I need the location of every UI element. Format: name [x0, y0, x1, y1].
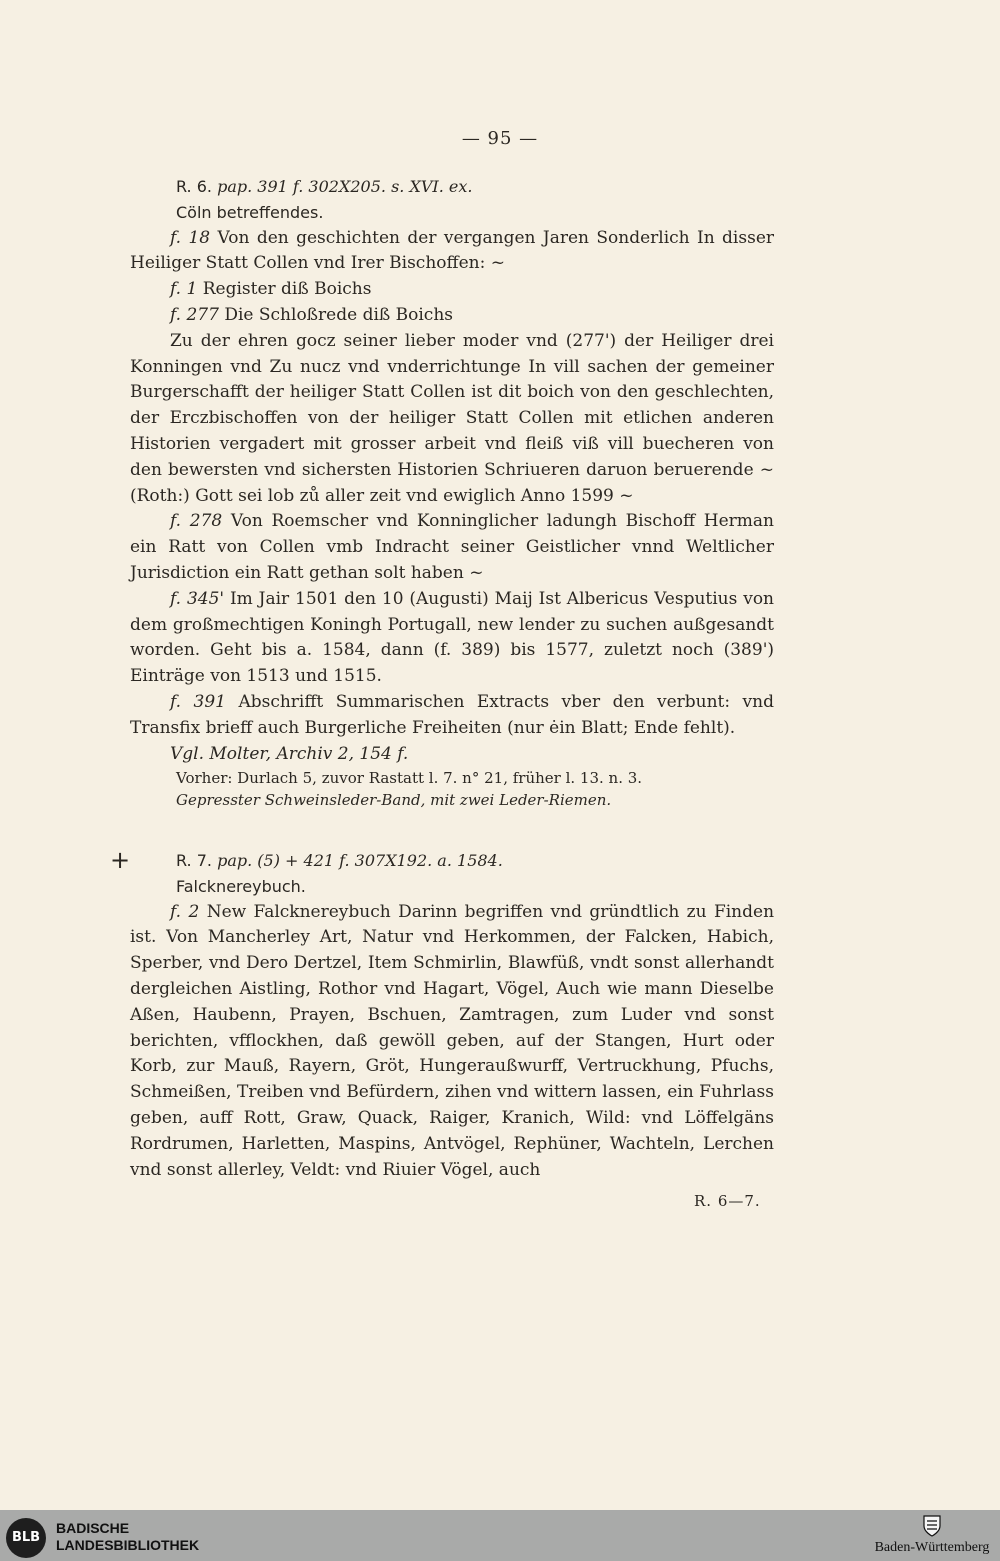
margin-plus-mark: +: [110, 846, 131, 874]
entry-description: pap. 391 f. 302X205. s. XVI. ex.: [217, 177, 473, 196]
paragraph: f. 1 Register diß Boichs: [170, 279, 372, 300]
paragraph: Zu der ehren gocz seiner lieber moder vnd (277') der Heiliger drei Konningen vnd Zu nucz vnd vnderrichtunge In vill sachen der gemeiner Burgerschafft der heiliger Statt Collen ist dit boich von den geschlechten, der Erczbischoffen von der heiliger Statt Collen mit etlichen anderen Historien vergadert mit grosser arbeit vnd fleiß viß vill buecheren von den bewersten vnd sichersten Historien Schriueren daruon beruerende ~ (Roth:) Gott sei lob zů aller zeit vnd ewiglich Anno 1599 ~: [130, 330, 774, 506]
signature-mark: R. 6—7.: [694, 1192, 761, 1210]
folio-label: f. 391: [170, 691, 226, 712]
page-number: — 95 —: [461, 128, 539, 149]
library-footer: [0, 1510, 1000, 1561]
paragraph: f. 345' Im Jair 1501 den 10 (Augusti) Maij Ist Albericus Vesputius von dem großmechtigen Koningh Portugall, new lender zu suchen außgesandt worden. Geht bis a. 1584, dann (f. 389) bis 1577, zuletzt noch (389') Einträge von 1513 und 1515.: [130, 588, 775, 687]
entry-header: [130, 174, 774, 200]
state-name: Baden-Württemberg: [874, 1540, 990, 1555]
note: Gepresster Schweinsleder-Band, mit zwei Leder-Riemen.: [176, 791, 612, 810]
reference: Vgl. Molter, Archiv 2, 154 f.: [170, 743, 409, 764]
entry-title: Cöln betreffendes.: [176, 202, 324, 222]
entry-signature: R. 6.: [176, 177, 212, 196]
folio-label: f. 2: [170, 901, 200, 922]
paragraph: f. 277 Die Schloßrede diß Boichs: [170, 304, 454, 325]
state-logo: [868, 1514, 996, 1556]
folio-label: f. 278: [170, 511, 223, 532]
library-name: BADISCHE LANDESBIBLIOTHEK: [56, 1520, 200, 1553]
paragraph: f. 2 New Falcknereybuch Darinn begriffen vnd gründtlich zu Finden ist. Von Mancherley Art, Natur vnd Herkommen, der Falcken, Habich, Sperber, vnd Dero Dertzel, Item Schmirlin, Blawfüß, vndt sonst allerhandt dergleichen Aistling, Rothor vnd Hagart, Vögel, Auch wie mann Dieselbe Aßen, Haubenn, Prayen, Bschuen, Zamtragen, zum Luder vnd sonst berichten, vfflockhen, daß gewöll geben, auf der Stangen, Hurt oder Korb, zur Mauß, Rayern, Gröt, Hungeraußwurff, Vertruckhung, Pfuchs, Schmeißen, Treiben vnd Befürdern, zihen vnd wittern lassen, ein Fuhrlass geben, auff Rott, Graw, Quack, Raiger, Kranich, Wild: vnd Löffelgäns Rordrumen, Harletten, Maspins, Antvögel, Rephüner, Wachteln, Lerchen vnd sonst allerley, Veldt: vnd Riuier Vögel, auch: [130, 901, 775, 1180]
entry-header: [130, 848, 774, 874]
entry-title: Falcknereybuch.: [176, 876, 306, 896]
folio-label: f. 1: [170, 279, 198, 300]
entry-signature: R. 7.: [176, 851, 212, 870]
paragraph: f. 18 Von den geschichten der vergangen Jaren Sonderlich In disser Heiliger Statt Collen vnd Irer Bischoffen: ~: [130, 227, 775, 274]
coat-of-arms-icon: [922, 1514, 942, 1538]
folio-label: f. 345': [170, 588, 225, 609]
entry-r7: [130, 848, 774, 1183]
blb-logo: BLB: [6, 1518, 46, 1558]
folio-label: f. 277: [170, 304, 219, 325]
paragraph: f. 278 Von Roemscher vnd Konninglicher ladungh Bischoff Herman ein Ratt von Collen vmb Indracht seiner Geistlicher vnnd Weltlicher Jurisdiction ein Ratt gethan solt haben ~: [130, 511, 774, 583]
note: Vorher: Durlach 5, zuvor Rastatt l. 7. n° 21, früher l. 13. n. 3.: [176, 769, 643, 788]
paragraph: f. 391 Abschrifft Summarischen Extracts vber den verbunt: vnd Transfix brieff auch Burgerliche Freiheiten (nur ėin Blatt; Ende fehlt).: [130, 691, 774, 738]
entry-description: pap. (5) + 421 f. 307X192. a. 1584.: [217, 851, 503, 870]
folio-label: f. 18: [170, 227, 211, 248]
entry-r6: [130, 174, 774, 811]
